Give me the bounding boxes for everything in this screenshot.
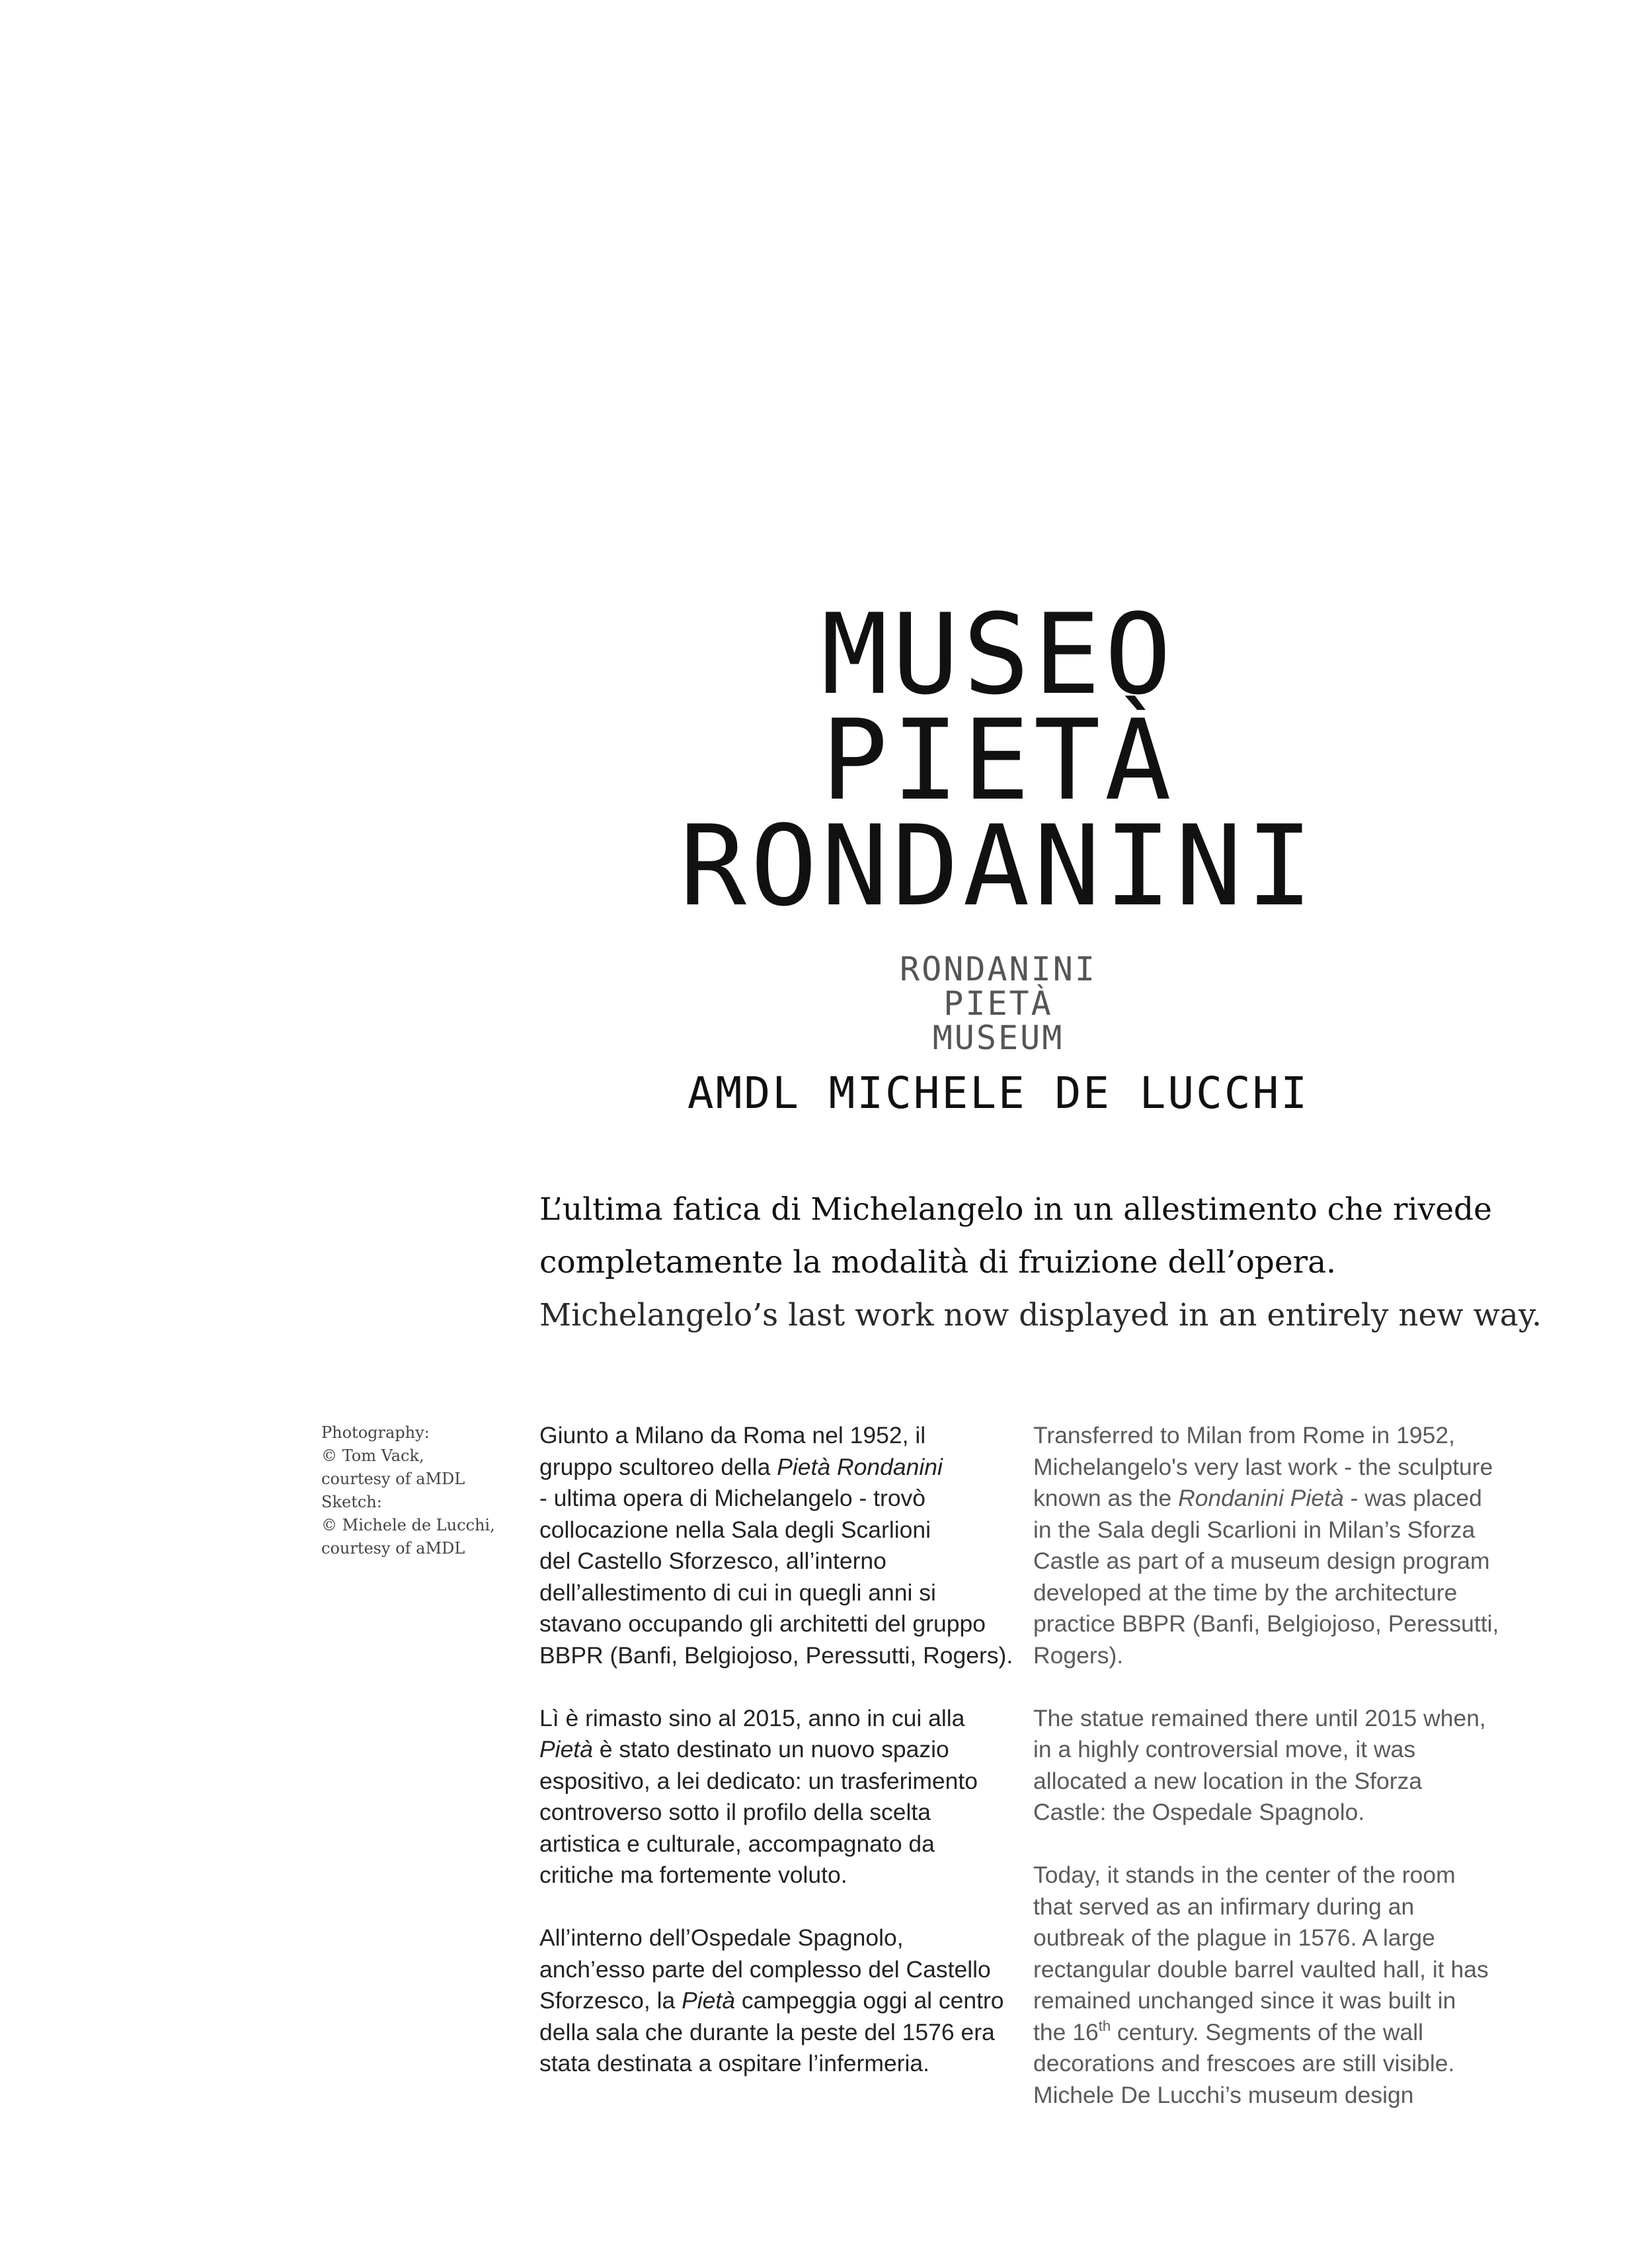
text-line: BBPR (Banfi, Belgiojoso, Peressutti, Rogers). [539,1641,1013,1669]
credit-line: courtesy of aMDL [321,1539,465,1558]
page-title [661,590,1335,931]
text-line: collocazione nella Sala degli Scarlioni [539,1516,931,1543]
subtitle-line: PIETÀ [943,984,1053,1023]
artwork-title: Pietà [682,1987,735,2014]
text-span: gruppo scultoreo della [539,1453,777,1480]
text-line: that served as an infirmary during an [1033,1893,1415,1920]
credit-line: courtesy of aMDL [321,1470,465,1488]
title-line: PIETÀ [821,695,1175,825]
text-span: è stato destinato un nuovo spazio [592,1736,949,1762]
text-line: - ultima opera di Michelangelo - trovò [539,1485,926,1511]
intro-italian-line: L’ultima fatica di Michelangelo in un allestimento che rivede [539,1191,1492,1228]
text-line [539,1985,1015,2017]
text-span: the 16 [1033,2018,1099,2045]
subtitle-line: RONDANINI [900,950,1097,988]
photo-credits [321,1421,520,1560]
text-span: - was placed [1343,1485,1482,1511]
subtitle-line: MUSEUM [932,1019,1064,1057]
artwork-title: Pietà Rondanini [777,1453,943,1480]
text-line: practice BBPR (Banfi, Belgiojoso, Peressutti, [1033,1610,1499,1637]
credit-line: © Tom Vack, [321,1446,424,1465]
text-line: Today, it stands in the center of the room [1033,1862,1456,1888]
text-line: in the Sala degli Scarlioni in Milan’s Sforza [1033,1516,1475,1543]
body-text-italian [539,1420,1015,2080]
text-line: anch’esso parte del complesso del Castello [539,1956,991,1983]
text-line: Michele De Lucchi’s museum design [1033,2081,1414,2108]
text-line: decorations and frescoes are still visible. [1033,2050,1455,2076]
text-line: stata destinata a ospitare l’infermeria. [539,2050,929,2076]
text-line: developed at the time by the architecture [1033,1579,1458,1606]
text-line: All’interno dell’Ospedale Spagnolo, [539,1924,904,1951]
text-line: espositivo, a lei dedicato: un trasferimento [539,1767,978,1794]
text-span: Sforzesco, la [539,1987,682,2014]
intro-english-line: Michelangelo’s last work now displayed in an entirely new way. [539,1297,1542,1333]
text-span: campeggia oggi al centro [735,1987,1004,2014]
text-line: del Castello Sforzesco, all’interno [539,1548,886,1574]
text-line: remained unchanged since it was built in [1033,1987,1456,2014]
text-line: Transferred to Milan from Rome in 1952, [1033,1422,1455,1448]
paragraph-gap [539,1671,1015,1703]
intro-text [539,1183,1542,1342]
text-line: in a highly controversial move, it was [1033,1736,1416,1762]
text-line [539,1452,1015,1483]
text-line: Rogers). [1033,1641,1124,1669]
text-line: artistica e culturale, accompagnato da [539,1830,935,1857]
text-span: known as the [1033,1485,1179,1511]
text-line [539,1734,1015,1766]
credit-line: © Michele de Lucchi, [321,1516,495,1534]
ordinal-suffix: th [1098,2017,1111,2034]
author-name: AMDL MICHELE DE LUCCHI [687,1068,1310,1119]
text-line: Giunto a Milano da Roma nel 1952, il [539,1422,926,1448]
text-line: Castle as part of a museum design program [1033,1548,1490,1574]
body-text-english [1033,1420,1536,2111]
paragraph-gap [1033,1829,1536,1860]
text-line: allocated a new location in the Sforza [1033,1767,1423,1794]
text-line: stavano occupando gli architetti del gruppo [539,1610,986,1637]
title-line: RONDANINI [679,801,1318,931]
title-block [661,590,1335,1057]
text-line: della sala che durante la peste del 1576 era [539,2018,995,2045]
credit-line: Sketch: [321,1493,382,1511]
text-line [1033,2017,1536,2049]
text-line: Castle: the Ospedale Spagnolo. [1033,1799,1365,1825]
artwork-title: Pietà [539,1736,593,1762]
artwork-title: Rondanini Pietà [1178,1485,1344,1511]
text-span: century. Segments of the wall [1111,2018,1423,2045]
text-line: rectangular double barrel vaulted hall, it has [1033,1956,1489,1983]
text-line: Lì è rimasto sino al 2015, anno in cui alla [539,1704,965,1731]
page-subtitle [661,952,1335,1055]
text-line: Michelangelo's very last work - the sculpture [1033,1453,1493,1480]
title-line: MUSEO [821,590,1175,719]
text-line [1033,1483,1536,1515]
credit-line: Photography: [321,1423,430,1442]
text-line: The statue remained there until 2015 when, [1033,1704,1486,1731]
paragraph-gap [1033,1671,1536,1703]
text-line: critiche ma fortemente voluto. [539,1862,847,1888]
text-line: outbreak of the plague in 1576. A large [1033,1924,1435,1951]
paragraph-gap [539,1891,1015,1923]
text-line: dell’allestimento di cui in quegli anni si [539,1579,936,1606]
intro-italian-line: completamente la modalità di fruizione dell’opera. [539,1244,1337,1281]
text-line: controverso sotto il profilo della scelta [539,1799,931,1825]
